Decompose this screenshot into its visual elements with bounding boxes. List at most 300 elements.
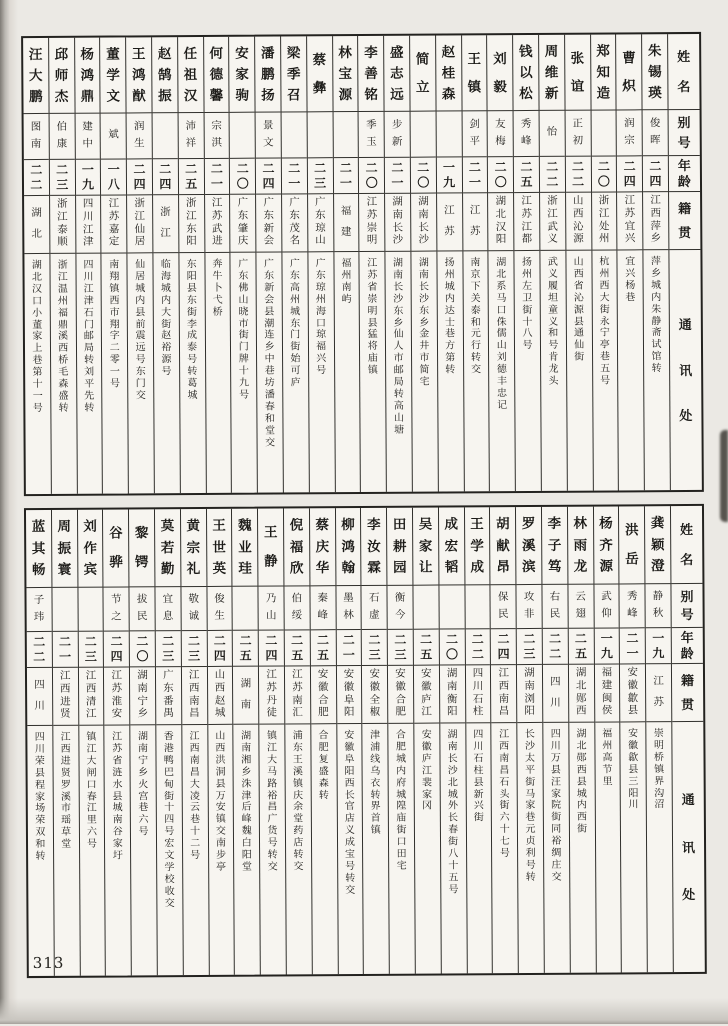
person-address: 山 西 洪 洞 县 万 安 镇 交 南 步 亭 [215, 730, 227, 873]
person-name: 朱 锡 瑛 [642, 34, 667, 110]
person-name: 王 世 英 [207, 509, 232, 587]
person-name: 周 振 寰 [52, 510, 77, 588]
person-column [590, 34, 619, 490]
person-column [128, 509, 157, 975]
person-alias [333, 112, 358, 158]
person-native-place: 江 苏 嘉 定 [101, 195, 126, 253]
person-address: 广 东 佛 山 晓 市 街 门 牌 十 九 号 [238, 258, 250, 401]
person-column [99, 37, 128, 493]
person-column [332, 36, 361, 492]
row-header-column [667, 34, 702, 490]
person-age: 二 〇 [130, 631, 155, 667]
person-name: 赵 桂 森 [436, 35, 461, 111]
person-column [102, 509, 131, 975]
person-age: 二 〇 [591, 156, 616, 192]
person-column [231, 509, 260, 975]
person-alias: 拔 民 [130, 587, 155, 631]
person-age: 二 四 [256, 159, 281, 195]
person-age: 二 〇 [411, 158, 436, 194]
person-native-place: 江 西 南 昌 [182, 667, 207, 725]
person-column [280, 36, 309, 492]
person-age: 二 二 [566, 157, 591, 193]
person-native-place: 浙 江 [153, 195, 178, 253]
person-address: 广 东 新 会 县 潮 连 乡 中 巷 坊 潘 春 和 堂 交 [264, 258, 276, 449]
person-column [309, 508, 338, 974]
person-column [464, 507, 493, 973]
person-address: 杭 州 西 大 街 永 宁 亭 巷 五 号 [599, 256, 611, 387]
person-native-place: 广 东 新 会 [256, 195, 281, 253]
header-age-label: 年 龄 [669, 156, 700, 192]
person-age: 二 三 [308, 158, 333, 194]
person-address: 镇 江 大 闸 口 春 江 里 六 号 [86, 731, 98, 850]
person-alias: 墨 林 [336, 586, 361, 630]
header-address-label: 通 讯 处 [681, 791, 696, 903]
person-address: 湖 北 郧 西 县 城 内 西 街 [576, 728, 588, 835]
person-alias: 保 民 [491, 585, 516, 629]
person-alias [411, 112, 436, 158]
person-alias: 伯 绥 [284, 586, 309, 630]
person-age: 二 〇 [488, 157, 513, 193]
person-age: 二 一 [282, 158, 307, 194]
person-native-place: 江 西 萍 乡 [643, 192, 668, 250]
person-alias: 子 玮 [26, 588, 51, 632]
person-age: 二 二 [543, 629, 568, 665]
person-address: 安 徽 庐 江 裴 家 冈 [421, 729, 433, 813]
person-address: 湖 南 宁 乡 火 宫 巷 六 号 [137, 731, 149, 838]
person-name: 林 雨 龙 [568, 507, 593, 585]
person-name: 任 祖 汉 [178, 37, 203, 113]
person-column [26, 510, 54, 976]
person-alias: 图 南 [24, 114, 49, 160]
person-name: 谷 骅 [103, 509, 128, 587]
person-age: 二 〇 [230, 159, 255, 195]
person-age: 二 一 [336, 630, 361, 666]
person-alias: 武 仰 [594, 584, 619, 628]
person-age: 一 九 [646, 628, 671, 664]
person-native-place: 江 苏 武 进 [205, 195, 230, 253]
person-name: 杨 鸿 鼎 [75, 38, 100, 114]
person-native-place: 江 苏 江 都 [514, 193, 539, 251]
person-age: 一 九 [437, 157, 462, 193]
person-alias: 右 民 [542, 585, 567, 629]
person-name: 简 立 [410, 36, 435, 112]
person-native-place: 江 西 清 江 [79, 668, 104, 726]
person-native-place: 四 川 江 津 [76, 196, 101, 254]
person-address: 安 徽 歙 县 三 阳 川 [628, 728, 639, 811]
person-age: 二 四 [127, 159, 152, 195]
person-column [51, 510, 80, 976]
person-native-place: 湖 南 长 沙 [385, 194, 410, 252]
person-alias: 衡 今 [388, 586, 413, 630]
person-address: 湖 南 湘 乡 洙 津 后 峰 魏 白 阳 堂 [241, 730, 252, 873]
person-alias [233, 587, 258, 631]
person-alias: 景 文 [256, 113, 281, 159]
person-age: 二 五 [514, 157, 539, 193]
person-age: 二 二 [540, 157, 565, 193]
person-native-place: 浙 江 武 义 [540, 193, 565, 251]
person-age: 二 四 [104, 631, 129, 667]
person-age: 二 〇 [439, 629, 464, 665]
person-age: 二 四 [153, 159, 178, 195]
person-age: 二 三 [50, 160, 75, 196]
person-alias [591, 110, 616, 156]
person-age: 二 三 [78, 632, 103, 668]
person-column [48, 38, 77, 494]
person-name: 安 家 驹 [229, 37, 254, 113]
person-name: 李 善 铭 [358, 36, 383, 112]
person-column [151, 37, 180, 493]
person-column [206, 509, 235, 975]
person-alias [52, 588, 77, 632]
person-alias: 秀 峰 [620, 584, 645, 628]
person-native-place: 江 苏 丹 徒 [259, 666, 284, 724]
person-column [383, 36, 412, 492]
person-column [412, 508, 441, 974]
person-column [615, 34, 644, 490]
person-alias [307, 112, 332, 158]
person-alias: 润 生 [127, 113, 152, 159]
person-native-place: 浙 江 处 州 [592, 192, 617, 250]
person-address: 南 京 下 关 泰 和 元 行 转 交 [470, 257, 482, 376]
person-column [125, 37, 154, 493]
person-address: 山 西 省 沁 源 县 通 仙 街 [573, 256, 585, 363]
person-alias [78, 588, 103, 632]
person-column [360, 508, 389, 974]
person-name: 洪 岳 [619, 506, 644, 584]
person-name: 王 学 成 [465, 507, 490, 585]
person-alias: 润 宗 [617, 110, 642, 156]
person-native-place: 湖 北 汉 阳 [488, 193, 513, 251]
person-name: 刘 毅 [487, 35, 512, 111]
person-age: 二 一 [204, 159, 229, 195]
person-native-place: 广 东 琼 山 [308, 194, 333, 252]
scan-edge-mark [720, 430, 728, 522]
person-address: 镇 江 大 马 路 裕 昌 广 货 号 转 交 [266, 730, 278, 873]
person-address: 萍 乡 城 内 朱 静 斋 试 馆 转 [650, 256, 662, 375]
header-address-label: 通 讯 处 [678, 317, 693, 423]
person-address: 福 州 南 屿 [341, 258, 352, 305]
person-address: 江 西 南 昌 大 凌 云 巷 十 二 号 [189, 731, 201, 862]
person-column [386, 508, 415, 974]
person-name: 张 谊 [565, 35, 590, 111]
person-native-place: 江 苏 宜 兴 [617, 192, 642, 250]
person-alias [413, 586, 438, 630]
person-age: 一 八 [101, 159, 126, 195]
person-name: 倪 福 欣 [284, 508, 309, 586]
person-name: 王 镇 [462, 35, 487, 111]
person-alias: 建 中 [75, 114, 100, 160]
person-name: 黎 锷 [129, 509, 154, 587]
page-number: 313 [32, 953, 65, 973]
person-column [538, 35, 567, 491]
person-address: 浙 江 温 州 福 鼎 溪 西 桥 毛 森 盛 转 [57, 259, 69, 414]
person-native-place: 安 徽 庐 江 [414, 666, 439, 724]
person-address: 宜 兴 杨 巷 [625, 256, 636, 304]
person-age: 二 五 [568, 629, 593, 665]
directory-table-upper [21, 32, 704, 496]
person-alias: 宗 淇 [204, 113, 229, 159]
person-name: 成 宏 韬 [439, 507, 464, 585]
person-alias: 斌 [101, 113, 126, 159]
person-column [438, 507, 467, 973]
person-name: 王 鸿 猷 [126, 37, 151, 113]
person-column [618, 506, 647, 972]
person-native-place: 湖 北 郧 西 [569, 665, 594, 723]
person-name: 柳 鸿 翰 [336, 508, 361, 586]
person-address: 香 港 鸭 巴 甸 街 十 四 号 宏 文 学 校 收 交 [163, 731, 175, 909]
person-address: 扬 州 城 内 达 士 巷 方 第 转 [444, 257, 456, 376]
person-age: 二 〇 [359, 158, 384, 194]
person-column [180, 509, 209, 975]
person-column [461, 35, 490, 491]
person-name: 杨 齐 源 [594, 506, 619, 584]
person-column [177, 37, 206, 493]
header-native-place-label: 籍 贯 [672, 664, 703, 722]
person-address: 扬 州 左 卫 街 十 八 号 [521, 256, 533, 352]
person-name: 董 学 文 [100, 37, 125, 113]
person-native-place: 广 东 肇 庆 [230, 195, 255, 253]
person-address: 四 川 万 县 汪 家 院 街 同 裕 绸 庄 交 [550, 728, 562, 883]
person-column [409, 36, 438, 492]
header-alias-label: 别 号 [668, 110, 699, 156]
person-alias [436, 111, 461, 157]
person-name: 周 维 新 [539, 35, 564, 111]
person-column [486, 35, 515, 491]
header-alias-label: 别 号 [671, 584, 702, 628]
person-address: 湖 南 长 沙 北 城 外 长 春 街 八 十 五 号 [447, 729, 459, 896]
person-name: 王 静 [258, 508, 283, 586]
person-name: 李 子 笃 [542, 507, 567, 585]
person-age: 二 四 [207, 631, 232, 667]
person-alias: 俊 晖 [643, 110, 668, 156]
person-alias: 秦 峰 [310, 586, 335, 630]
person-name: 田 耕 园 [387, 508, 412, 586]
person-age: 二 三 [182, 631, 207, 667]
person-name: 李 汝 霖 [361, 508, 386, 586]
person-address: 浦 东 王 溪 镇 庆 余 堂 药 店 转 交 [292, 730, 304, 873]
person-address: 崇 明 桥 镇 界 沟 沼 [653, 728, 665, 811]
person-native-place: 安 徽 全 椒 [362, 666, 387, 724]
person-address: 四 川 石 柱 县 新 兴 街 [473, 729, 484, 824]
person-name: 蔡 庆 华 [310, 508, 335, 586]
person-address: 长 沙 太 平 街 马 家 巷 元 贞 利 号 转 [524, 728, 536, 883]
person-name: 曹 炽 [616, 34, 641, 110]
person-alias: 敬 诚 [181, 587, 206, 631]
person-address: 四 川 荣 县 程 家 场 荣 双 和 转 [34, 731, 46, 863]
person-name: 潘 鹏 扬 [255, 37, 280, 113]
person-column [335, 508, 364, 974]
person-address: 津 浦 线 乌 衣 转 界 首 镇 [370, 729, 381, 837]
person-address: 广 东 琼 州 海 口 琼 福 兴 号 [315, 258, 327, 377]
person-age: 二 三 [388, 630, 413, 666]
person-native-place: 江 苏 崇 明 [359, 194, 384, 252]
person-alias: 友 梅 [488, 111, 513, 157]
person-address: 奔 牛 卜 弋 桥 [212, 258, 223, 318]
person-native-place: 浙 江 东 阳 [179, 195, 204, 253]
person-native-place: 山 西 沁 源 [566, 193, 591, 251]
person-native-place: 浙 江 仙 居 [127, 195, 152, 253]
person-native-place: 四 川 [543, 665, 568, 723]
person-alias: 节 之 [104, 587, 129, 631]
person-native-place: 江 西 南 昌 [491, 665, 516, 723]
person-native-place: 湖 南 长 沙 [411, 194, 436, 252]
person-address: 福 州 高 节 里 [602, 728, 613, 788]
person-alias: 秀 峰 [514, 111, 539, 157]
person-address: 江 西 进 贤 罗 溪 市 瑶 草 堂 [60, 731, 72, 851]
person-name: 刘 作 宾 [78, 510, 103, 588]
person-native-place: 福 建 闽 侯 [594, 664, 619, 722]
person-address: 安 徽 阜 阳 西 长 官 店 义 成 宝 号 转 交 [344, 730, 356, 896]
person-address: 四 川 江 津 石 门 邮 局 转 刘 平 先 转 [83, 259, 95, 414]
person-address: 江 苏 省 涟 水 县 城 南 谷 家 圩 [112, 731, 123, 862]
person-name: 郑 知 造 [591, 34, 616, 110]
person-name: 汪 大 鹏 [23, 38, 48, 114]
person-address: 仙 居 城 内 县 前 震 远 号 东 门 交 [135, 259, 146, 402]
person-age: 二 一 [462, 157, 487, 193]
person-column [357, 36, 386, 492]
header-name-label: 姓 名 [668, 34, 699, 110]
person-alias: 剑 平 [462, 111, 487, 157]
person-alias: 正 初 [565, 111, 590, 157]
person-native-place: 四 川 石 柱 [465, 665, 490, 723]
person-native-place: 四 川 [27, 668, 52, 726]
person-age: 二 五 [233, 631, 258, 667]
person-name: 邱 师 杰 [49, 38, 74, 114]
person-alias: 石 虚 [362, 586, 387, 630]
person-column [203, 37, 232, 493]
person-name: 钱 以 松 [513, 35, 538, 111]
person-age: 二 五 [310, 630, 335, 666]
person-native-place: 湖 南 浏 阳 [517, 665, 542, 723]
person-column [23, 38, 51, 494]
person-alias: 攻 非 [517, 585, 542, 629]
person-column [644, 506, 673, 972]
person-name: 蓝 其 畅 [26, 510, 51, 588]
header-native-place-label: 籍 贯 [669, 192, 700, 250]
person-column [564, 35, 593, 491]
person-alias: 宜 息 [155, 587, 180, 631]
person-alias: 怡 [539, 111, 564, 157]
person-native-place: 江 苏 [437, 193, 462, 251]
person-column [306, 36, 335, 492]
person-address: 合 肥 复 盛 森 转 [318, 730, 329, 801]
person-column [512, 35, 541, 491]
person-native-place: 湖 南 衡 阳 [440, 665, 465, 723]
person-column [541, 507, 570, 973]
person-age: 二 五 [285, 630, 310, 666]
person-address: 合 肥 城 内 府 城 隍 庙 街 口 田 宅 [395, 729, 407, 872]
person-age: 二 四 [491, 629, 516, 665]
person-age: 二 五 [179, 159, 204, 195]
person-address: 临 海 城 内 大 街 赵 裕 源 号 [160, 259, 172, 378]
person-column [228, 37, 257, 493]
person-age: 二 一 [620, 628, 645, 664]
person-column [641, 34, 670, 490]
person-native-place: 江 苏 [463, 193, 488, 251]
person-age: 二 一 [385, 158, 410, 194]
person-native-place: 安 徽 阜 阳 [337, 666, 362, 724]
person-native-place: 安 徽 歙 县 [620, 664, 645, 722]
person-name: 莫 若 勤 [155, 509, 180, 587]
person-column [593, 506, 622, 972]
person-alias [282, 112, 307, 158]
person-native-place: 福 建 [334, 194, 359, 252]
header-age-label: 年 龄 [672, 628, 703, 664]
person-native-place: 广 东 番 禺 [156, 667, 181, 725]
person-native-place: 江 苏 淮 安 [104, 667, 129, 725]
person-alias [153, 113, 178, 159]
person-alias: 俊 生 [207, 587, 232, 631]
person-alias: 静 秋 [646, 584, 671, 628]
person-native-place: 山 西 赵 城 [208, 667, 233, 725]
header-name-label: 姓 名 [671, 506, 702, 584]
person-address: 广 东 高 州 城 东 门 街 始 可 庐 [289, 258, 301, 389]
person-address: 湖 南 长 沙 东 乡 仙 人 市 邮 局 转 高 山 塘 [392, 257, 405, 436]
person-age: 一 九 [75, 160, 100, 196]
person-native-place: 浙 江 泰 顺 [50, 196, 75, 254]
person-age: 二 一 [333, 158, 358, 194]
person-address: 湖 南 长 沙 东 乡 金 井 市 简 宅 [418, 257, 430, 388]
person-address: 江 苏 省 崇 明 县 猛 将 庙 镇 [367, 257, 378, 377]
person-name: 罗 溪 滨 [516, 507, 541, 585]
person-age: 二 四 [617, 156, 642, 192]
person-address: 南 翔 镇 西 市 翔 字 二 零 一 号 [109, 259, 121, 390]
person-age: 二 四 [643, 156, 668, 192]
person-native-place: 江 苏 南 汇 [285, 666, 310, 724]
person-native-place: 江 西 进 贤 [53, 668, 78, 726]
person-alias: 伯 康 [49, 114, 74, 160]
row-header-column [670, 506, 705, 972]
person-native-place: 江 苏 [646, 664, 671, 722]
person-alias: 沛 祥 [178, 113, 203, 159]
person-column [489, 507, 518, 973]
person-column [567, 507, 596, 973]
person-column [283, 508, 312, 974]
person-address: 湖 北 汉 口 小 董 家 上 巷 第 十 一 号 [31, 259, 43, 414]
person-name: 胡 献 昂 [490, 507, 515, 585]
person-native-place: 安 徽 合 肥 [388, 666, 413, 724]
person-column [254, 37, 283, 493]
person-column [435, 35, 464, 491]
person-native-place: 湖 南 [233, 667, 258, 725]
person-name: 龚 颖 澄 [645, 506, 670, 584]
directory-table-lower [24, 504, 707, 978]
person-column [77, 510, 106, 976]
person-name: 盛 志 远 [384, 36, 409, 112]
person-name: 蔡 彝 [307, 36, 332, 112]
person-age: 二 五 [414, 630, 439, 666]
person-alias: 步 新 [385, 112, 410, 158]
person-age: 二 四 [259, 630, 284, 666]
person-alias: 乃 山 [259, 586, 284, 630]
person-column [515, 507, 544, 973]
person-column [257, 508, 286, 974]
person-age: 二 二 [465, 629, 490, 665]
person-name: 黄 宗 礼 [181, 509, 206, 587]
person-age: 二 三 [156, 631, 181, 667]
person-age: 二 二 [24, 160, 49, 196]
person-alias: 季 玉 [359, 112, 384, 158]
person-native-place: 湖 北 [24, 196, 49, 254]
person-name: 吴 家 让 [413, 508, 438, 586]
person-name: 魏 业 珪 [232, 509, 257, 587]
person-alias [465, 585, 490, 629]
person-age: 二 一 [53, 632, 78, 668]
person-native-place: 湖 南 宁 乡 [130, 667, 155, 725]
person-address: 湖 北 系 马 口 侏 儒 山 刘 德 丰 忠 记 [496, 257, 508, 412]
person-column [154, 509, 183, 975]
person-native-place: 安 徽 合 肥 [311, 666, 336, 724]
